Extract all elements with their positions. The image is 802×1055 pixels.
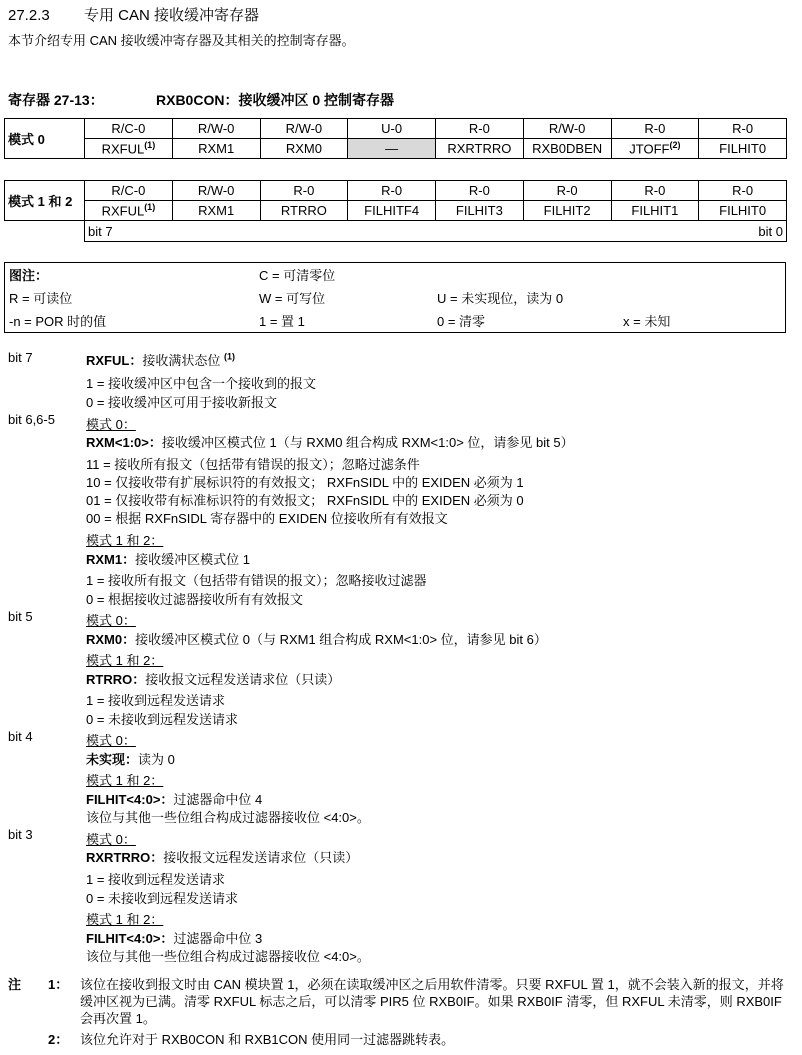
register-name: RXB0CON：接收缓冲区 0 控制寄存器 bbox=[156, 92, 395, 108]
bit7-label: bit 7 bbox=[8, 350, 33, 365]
bit5-line2: 0 = 未接收到远程发送请求 bbox=[86, 712, 239, 727]
bit4-mode12: 模式 1 和 2： bbox=[86, 773, 164, 788]
bit6-line5: 1 = 接收所有报文（包括带有错误的报文）；忽略接收过滤器 bbox=[86, 573, 427, 588]
bit6-label: bit 6,6-5 bbox=[8, 412, 55, 427]
bit5-title2: RTRRO：接收报文远程发送请求位（只读） bbox=[86, 672, 341, 687]
bit7-line2: 0 = 接收缓冲区可用于接收新报文 bbox=[86, 395, 278, 410]
bit3-line2: 0 = 未接收到远程发送请求 bbox=[86, 891, 239, 906]
mode12-bit-5: RTRRO bbox=[260, 201, 348, 221]
bit-left-label: bit 7 bbox=[88, 223, 113, 239]
mode0-access-5: R/W-0 bbox=[260, 119, 348, 139]
mode0-bit-6: RXM1 bbox=[172, 139, 260, 159]
mode0-access-4: U-0 bbox=[348, 119, 436, 139]
note-1 bbox=[8, 976, 788, 1027]
note-1-text: 该位在接收到报文时由 CAN 模块置 1，必须在读取缓冲区之后用软件清零。只要 RXFUL 置 1，就不会装入新的报文，并将缓冲区视为已满。清零 RXFUL 标志之后，可以清零 PIR5 位 RXB0IF。如果 RXB0IF 清零，但 RXFUL 未清零，则 RXB0IF 会再次置 1。 bbox=[80, 977, 784, 1026]
bit6-mode0: 模式 0： bbox=[86, 417, 136, 432]
mode12-access-0: R-0 bbox=[699, 181, 787, 201]
mode12-bit-1: FILHIT1 bbox=[611, 201, 699, 221]
legend-zero: 0 = 清零 bbox=[437, 314, 486, 329]
mode0-bit-1: JTOFF$^{(2)}$ bbox=[611, 139, 699, 159]
mode12-access-4: R-0 bbox=[348, 181, 436, 201]
bit7-line1: 1 = 接收缓冲区中包含一个接收到的报文 bbox=[86, 376, 317, 391]
bit5-title: RXM0：接收缓冲区模式位 0（与 RXM1 组合构成 RXM<1:0> 位，请参见 bit 6） bbox=[86, 632, 547, 647]
legend-x: x = 未知 bbox=[623, 314, 671, 329]
mode0-access-7: R/C-0 bbox=[85, 119, 173, 139]
bit6-mode12: 模式 1 和 2： bbox=[86, 533, 164, 548]
register-heading bbox=[8, 90, 395, 110]
note-2-number: 2： bbox=[48, 1032, 69, 1047]
mode12-register-table bbox=[4, 180, 787, 242]
bit4-mode0: 模式 0： bbox=[86, 733, 136, 748]
bit-right-label: bit 0 bbox=[758, 223, 783, 239]
bit6-title: RXM<1:0>：接收缓冲区模式位 1（与 RXM0 组合构成 RXM<1:0> 位，请参见 bit 5） bbox=[86, 435, 574, 450]
mode0-access-2: R/W-0 bbox=[523, 119, 611, 139]
legend-n: -n = POR 时的值 bbox=[9, 314, 107, 329]
bit3-title2: FILHIT<4:0>：过滤器命中位 3 bbox=[86, 931, 263, 946]
mode12-bit-7: RXFUL$^{(1)}$ bbox=[85, 201, 173, 221]
mode0-register-table bbox=[4, 118, 787, 159]
bit7-title: RXFUL：接收满状态位 $^{(1)}$ bbox=[86, 351, 235, 368]
legend-r: R = 可读位 bbox=[9, 291, 73, 306]
legend-w: W = 可写位 bbox=[259, 291, 326, 306]
bit3-mode12: 模式 1 和 2： bbox=[86, 912, 164, 927]
bit6-line1: 11 = 接收所有报文（包括带有错误的报文）；忽略过滤条件 bbox=[86, 457, 420, 472]
bit3-label: bit 3 bbox=[8, 827, 33, 842]
mode0-bit-0: FILHIT0 bbox=[699, 139, 787, 159]
mode0-access-1: R-0 bbox=[611, 119, 699, 139]
mode0-label: 模式 0 bbox=[5, 119, 85, 159]
mode0-access-3: R-0 bbox=[436, 119, 524, 139]
section-number: 27.2.3 bbox=[8, 7, 50, 24]
bit6-line4: 00 = 根据 RXFnSIDL 寄存器中的 EXIDEN 位接收所有有效报文 bbox=[86, 511, 448, 526]
mode12-bit-2: FILHIT2 bbox=[523, 201, 611, 221]
bit6-title2: RXM1：接收缓冲区模式位 1 bbox=[86, 552, 250, 567]
section-title-text: 专用 CAN 接收缓冲寄存器 bbox=[84, 7, 260, 24]
mode12-access-2: R-0 bbox=[523, 181, 611, 201]
legend-c: C = 可清零位 bbox=[259, 268, 336, 283]
section-title bbox=[8, 4, 259, 25]
mode12-bit-3: FILHIT3 bbox=[436, 201, 524, 221]
bit-range bbox=[85, 221, 787, 242]
mode12-label: 模式 1 和 2 bbox=[5, 181, 85, 221]
note-1-number: 1： bbox=[48, 977, 69, 992]
bit3-line3: 该位与其他一些位组合构成过滤器接收位 <4:0>。 bbox=[86, 949, 370, 964]
bit4-title: 未实现：读为 0 bbox=[86, 752, 175, 767]
mode12-bit-0: FILHIT0 bbox=[699, 201, 787, 221]
bit3-mode0: 模式 0： bbox=[86, 832, 136, 847]
mode12-access-3: R-0 bbox=[436, 181, 524, 201]
mode0-bit-2: RXB0DBEN bbox=[523, 139, 611, 159]
register-label: 寄存器 27-13： bbox=[8, 92, 104, 108]
mode0-bit-7: RXFUL$^{(1)}$ bbox=[85, 139, 173, 159]
legend-one: 1 = 置 1 bbox=[259, 314, 305, 329]
mode0-bit-3: RXRTRRO bbox=[436, 139, 524, 159]
intro-text: 本节介绍专用 CAN 接收缓冲寄存器及其相关的控制寄存器。 bbox=[8, 33, 355, 48]
bit6-line2: 10 = 仅接收带有扩展标识符的有效报文； RXFnSIDL 中的 EXIDEN 必须为 1 bbox=[86, 475, 524, 490]
bit6-line6: 0 = 根据接收过滤器接收所有有效报文 bbox=[86, 592, 304, 607]
mode12-access-1: R-0 bbox=[611, 181, 699, 201]
bit3-title: RXRTRRO：接收报文远程发送请求位（只读） bbox=[86, 850, 359, 865]
bit6-line3: 01 = 仅接收带有标准标识符的有效报文； RXFnSIDL 中的 EXIDEN 必须为 0 bbox=[86, 493, 524, 508]
mode0-bit-4: — bbox=[348, 139, 436, 159]
note-2 bbox=[8, 1031, 788, 1048]
notes-label: 注 bbox=[8, 977, 22, 992]
bit5-line1: 1 = 接收到远程发送请求 bbox=[86, 693, 226, 708]
legend-u: U = 未实现位，读为 0 bbox=[437, 291, 564, 306]
bit4-title2: FILHIT<4:0>：过滤器命中位 4 bbox=[86, 792, 263, 807]
mode12-bit-6: RXM1 bbox=[172, 201, 260, 221]
mode12-access-7: R/C-0 bbox=[85, 181, 173, 201]
bit5-mode12: 模式 1 和 2： bbox=[86, 653, 164, 668]
notes bbox=[8, 976, 788, 1048]
bit5-label: bit 5 bbox=[8, 609, 33, 624]
mode0-access-6: R/W-0 bbox=[172, 119, 260, 139]
legend-title: 图注： bbox=[9, 268, 49, 283]
bit4-line1: 该位与其他一些位组合构成过滤器接收位 <4:0>。 bbox=[86, 810, 370, 825]
bit4-label: bit 4 bbox=[8, 729, 33, 744]
mode12-access-6: R/W-0 bbox=[172, 181, 260, 201]
legend-table bbox=[4, 262, 786, 333]
note-2-text: 该位允许对于 RXB0CON 和 RXB1CON 使用同一过滤器跳转表。 bbox=[80, 1032, 455, 1047]
mode12-bit-4: FILHITF4 bbox=[348, 201, 436, 221]
mode12-access-5: R-0 bbox=[260, 181, 348, 201]
mode0-access-0: R-0 bbox=[699, 119, 787, 139]
mode0-bit-5: RXM0 bbox=[260, 139, 348, 159]
bit3-line1: 1 = 接收到远程发送请求 bbox=[86, 872, 226, 887]
bit5-mode0: 模式 0： bbox=[86, 613, 136, 628]
